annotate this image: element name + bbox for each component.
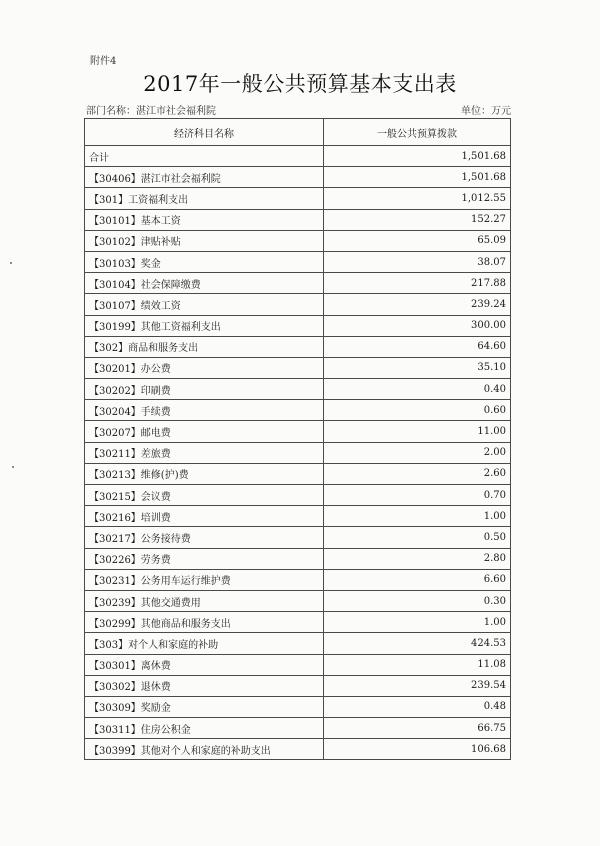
table-row: [85, 463, 511, 484]
table-row: [85, 506, 511, 527]
table-row: [85, 527, 511, 548]
table-row: [85, 548, 511, 569]
row-amount: 152.27: [324, 209, 511, 230]
row-subject-name: 【30213】维修(护)费: [85, 463, 324, 484]
page-title: 2017年一般公共预算基本支出表: [143, 72, 457, 96]
row-subject-name: 【30202】印刷费: [85, 379, 324, 400]
row-subject-name: 【30199】其他工资福利支出: [85, 315, 324, 336]
table-row: [85, 251, 511, 272]
table-row: [85, 188, 511, 209]
table-row: [85, 336, 511, 357]
row-amount: 424.53: [324, 633, 511, 654]
row-amount: 0.50: [324, 527, 511, 548]
row-amount: 6.60: [324, 569, 511, 590]
row-subject-name: 【30239】其他交通费用: [85, 590, 324, 611]
row-subject-name: 【303】对个人和家庭的补助: [85, 633, 324, 654]
table-row: [85, 739, 511, 760]
row-amount: 1.00: [324, 506, 511, 527]
table-row: [85, 315, 511, 336]
row-subject-name: 【30215】会议费: [85, 485, 324, 506]
table-row: [85, 400, 511, 421]
row-subject-name: 【30211】差旅费: [85, 442, 324, 463]
row-amount: 300.00: [324, 315, 511, 336]
row-subject-name: 【30101】基本工资: [85, 209, 324, 230]
table-row: [85, 421, 511, 442]
table-row: [85, 485, 511, 506]
row-amount: 2.60: [324, 463, 511, 484]
row-subject-name: 【30201】办公费: [85, 357, 324, 378]
row-subject-name: 【30226】劳务费: [85, 548, 324, 569]
row-subject-name: 【302】商品和服务支出: [85, 336, 324, 357]
row-subject-name: 【301】工资福利支出: [85, 188, 324, 209]
table-header-row: [85, 119, 511, 146]
row-amount: 11.08: [324, 654, 511, 675]
row-subject-name: 【30107】绩效工资: [85, 294, 324, 315]
row-amount: 38.07: [324, 251, 511, 272]
table-row: [85, 379, 511, 400]
row-amount: 0.30: [324, 590, 511, 611]
row-amount: 66.75: [324, 718, 511, 739]
row-amount: 0.48: [324, 696, 511, 717]
row-subject-name: 合计: [85, 146, 324, 167]
row-subject-name: 【30217】公务接待费: [85, 527, 324, 548]
row-amount: 2.80: [324, 548, 511, 569]
column-header-subject: 经济科目名称: [85, 119, 324, 146]
row-subject-name: 【30207】邮电费: [85, 421, 324, 442]
row-amount: 1,501.68: [324, 167, 511, 188]
table-row: [85, 718, 511, 739]
table-row: [85, 146, 511, 167]
row-subject-name: 【30231】公务用车运行维护费: [85, 569, 324, 590]
attachment-label: 附件4: [90, 56, 117, 67]
row-amount: 106.68: [324, 739, 511, 760]
row-subject-name: 【30104】社会保障缴费: [85, 273, 324, 294]
row-subject-name: 【30399】其他对个人和家庭的补助支出: [85, 739, 324, 760]
row-amount: 0.60: [324, 400, 511, 421]
table-row: [85, 675, 511, 696]
row-subject-name: 【30406】湛江市社会福利院: [85, 167, 324, 188]
row-subject-name: 【30301】离休费: [85, 654, 324, 675]
row-subject-name: 【30103】奖金: [85, 251, 324, 272]
table-row: [85, 230, 511, 251]
row-subject-name: 【30102】津贴补贴: [85, 230, 324, 251]
row-amount: 11.00: [324, 421, 511, 442]
row-amount: 0.40: [324, 379, 511, 400]
row-amount: 239.54: [324, 675, 511, 696]
table-row: [85, 569, 511, 590]
row-amount: 64.60: [324, 336, 511, 357]
row-subject-name: 【30311】住房公积金: [85, 718, 324, 739]
row-subject-name: 【30204】手续费: [85, 400, 324, 421]
unit-label: 单位：万元: [461, 106, 511, 117]
table-row: [85, 209, 511, 230]
table-row: [85, 357, 511, 378]
row-amount: 0.70: [324, 485, 511, 506]
department-name: 部门名称：湛江市社会福利院: [86, 106, 216, 117]
row-subject-name: 【30299】其他商品和服务支出: [85, 612, 324, 633]
table-row: [85, 273, 511, 294]
row-amount: 1,012.55: [324, 188, 511, 209]
table-row: [85, 294, 511, 315]
row-amount: 35.10: [324, 357, 511, 378]
row-amount: 1,501.68: [324, 146, 511, 167]
row-subject-name: 【30216】培训费: [85, 506, 324, 527]
table-row: [85, 696, 511, 717]
table-body: [85, 146, 511, 760]
table-row: [85, 442, 511, 463]
table-row: [85, 654, 511, 675]
row-subject-name: 【30309】奖励金: [85, 696, 324, 717]
table-row: [85, 612, 511, 633]
budget-table: [84, 118, 511, 760]
row-amount: 217.88: [324, 273, 511, 294]
table-row: [85, 633, 511, 654]
table-row: [85, 590, 511, 611]
column-header-amount: 一般公共预算拨款: [324, 119, 511, 146]
row-amount: 2.00: [324, 442, 511, 463]
row-amount: 65.09: [324, 230, 511, 251]
row-subject-name: 【30302】退休费: [85, 675, 324, 696]
row-amount: 1.00: [324, 612, 511, 633]
row-amount: 239.24: [324, 294, 511, 315]
table-row: [85, 167, 511, 188]
